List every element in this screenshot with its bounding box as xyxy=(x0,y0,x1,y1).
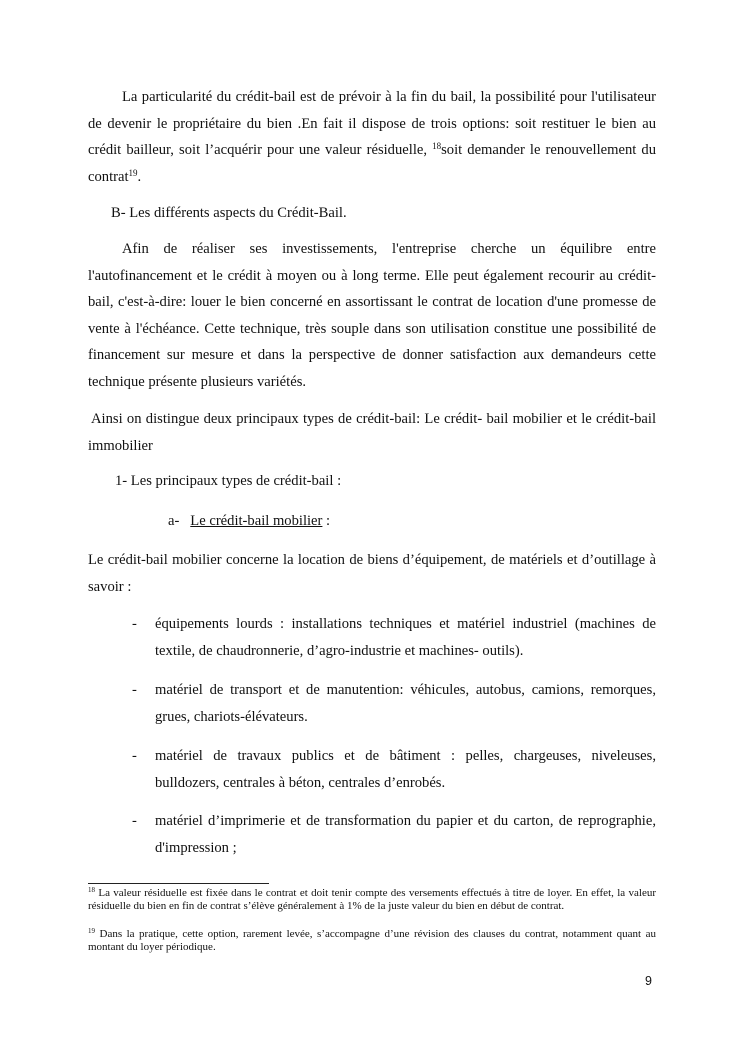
paragraph-text: La particularité du crédit-bail est de prévoir à la fin du bail, la possibilité pour l'utilisateur de devenir le propriétaire du bien .En fait il dispose de trois options: soit restituer le bien au crédit bailleur, soit l’acquérir pour une valeur résiduelle, xyxy=(88,89,656,158)
paragraph-purchase-option xyxy=(88,84,656,190)
paragraph-text: soit demander le renouvellement du contrat xyxy=(88,142,656,185)
paragraph-end: . xyxy=(137,168,142,185)
heading-suffix: : xyxy=(322,513,331,529)
bullet-public-works: matériel de travaux publics et de bâtiment : pelles, chargeuses, niveleuses, bulldozers, centrales à béton, centrales d’enrobés. xyxy=(155,748,656,791)
footnote-number: 18 xyxy=(88,886,95,894)
bullet-heavy-equipment: équipements lourds : installations techniques et matériel industriel (machines de textile, de chaudronnerie, d’agro-industrie et machines- outils). xyxy=(155,616,656,659)
footnote-number: 19 xyxy=(88,927,95,935)
bullet-dash: - xyxy=(132,682,137,698)
footnote-text: Dans la pratique, cette option, rarement levée, s’accompagne d’une révision des clauses du contrat, notamment quant au montant du loyer périodique. xyxy=(88,928,656,954)
paragraph-mobilier: Le crédit-bail mobilier concerne la location de biens d’équipement, de matériels et d’outillage à savoir : xyxy=(88,552,656,595)
heading-marker: a- xyxy=(168,513,180,529)
bullet-printing: matériel d’imprimerie et de transformation du papier et du carton, de reprographie, d'impression ; xyxy=(155,813,656,856)
footnote-19 xyxy=(88,928,656,955)
bullet-dash: - xyxy=(132,616,137,632)
footnote-ref-19: 19 xyxy=(128,167,138,178)
section-heading-a xyxy=(168,508,468,535)
heading-title: Le crédit-bail mobilier xyxy=(190,513,323,529)
bullet-dash: - xyxy=(132,748,137,764)
footnote-18 xyxy=(88,887,656,914)
bullet-transport: matériel de transport et de manutention: véhicules, autobus, camions, remorques, grues, chariots-élévateurs. xyxy=(155,682,656,725)
paragraph-two-types: Ainsi on distingue deux principaux types de crédit-bail: Le crédit- bail mobilier et le crédit-bail immobilier xyxy=(88,411,656,454)
section-heading-b: B- Les différents aspects du Crédit-Bail. xyxy=(111,205,347,221)
footnote-text: La valeur résiduelle est fixée dans le contrat et doit tenir compte des versements effectués à titre de loyer. En effet, la valeur résiduelle du bien en fin de contrat s’élève généralement à 1% de la juste valeur du bien en début de contrat. xyxy=(88,887,656,913)
footnote-separator xyxy=(88,883,269,884)
bullet-dash: - xyxy=(132,813,137,829)
paragraph-investments: Afin de réaliser ses investissements, l'entreprise cherche un équilibre entre l'autofinancement et le crédit à moyen ou à long terme. Elle peut également recourir au crédit-bail, c'est-à-dire: louer le bien concerné en assortissant le contrat de location d'une promesse de vente à l'échéance. Cette technique, très souple dans son utilisation constitue une possibilité de financement sur mesure et dans la perspective de donner satisfaction aux demandeurs cette technique présente plusieurs variétés. xyxy=(88,241,656,390)
page-number: 9 xyxy=(645,974,652,988)
section-heading-1: 1- Les principaux types de crédit-bail : xyxy=(115,473,342,489)
footnote-ref-18: 18 xyxy=(432,141,442,151)
